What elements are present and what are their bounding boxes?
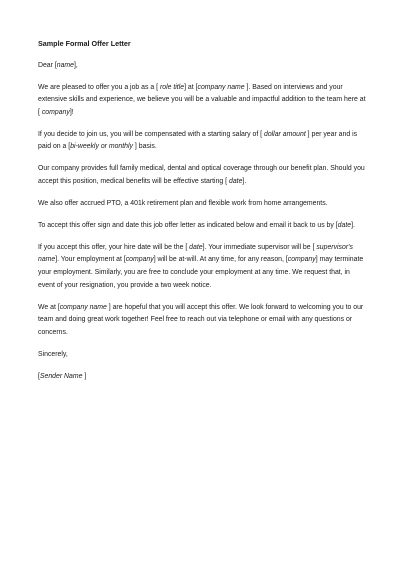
text-segment: ]. Your immediate supervisor will be [: [202, 243, 317, 251]
text-segment: ].: [242, 177, 247, 185]
placeholder-company: company: [125, 256, 154, 264]
text-segment: ] are hopeful that you will accept this offer. We look forward to welcoming you to our team and doing great work together! Feel free to reach out via telephone or email with any questions or concerns.: [38, 303, 364, 336]
paragraph-salary: [38, 129, 368, 154]
placeholder-name: name: [56, 61, 75, 69]
text-segment: We are pleased to offer you a job as a [: [38, 83, 160, 91]
placeholder-company-name: company name: [59, 303, 107, 311]
letter-body: [38, 38, 368, 393]
paragraph-offer: [38, 82, 368, 120]
text-segment: We also offer accrued PTO, a 401k retirement plan and flexible work from home arrangements.: [38, 199, 328, 207]
text-segment: ] will be at-will. At any time, for any reason, [: [153, 256, 288, 264]
text-segment: ]!: [69, 108, 74, 116]
placeholder-sender-name: Sender Name: [39, 372, 83, 380]
signature-suffix: ]: [82, 372, 87, 380]
paragraph-terms: [38, 242, 368, 292]
placeholder-date: date: [229, 177, 243, 185]
text-segment: ]. Your employment at [: [55, 256, 126, 264]
text-segment: ] basis.: [133, 143, 157, 151]
signature: [38, 371, 368, 384]
placeholder-company-name: company name: [197, 83, 245, 91]
placeholder-pay-frequency: bi-weekly or monthly: [70, 143, 133, 151]
text-segment: To accept this offer sign and date this job offer letter as indicated below and email it back to us by [: [38, 221, 338, 229]
paragraph-accept: [38, 220, 368, 233]
placeholder-role-title: role title: [159, 83, 185, 91]
text-segment: ] may terminate your employment. Similarly, you are free to conclude your employment at any time. We request that, in event of your resignation, you provide a two week notice.: [38, 256, 364, 289]
text-segment: We at [: [38, 303, 60, 311]
paragraph-pto: [38, 198, 368, 211]
signature-prefix: [: [38, 372, 40, 380]
salutation-prefix: Dear [: [38, 61, 57, 69]
text-segment: If you accept this offer, your hire date will be the [: [38, 243, 190, 251]
text-segment: If you decide to join us, you will be compensated with a starting salary of [: [38, 130, 264, 138]
placeholder-date: date: [337, 221, 352, 229]
placeholder-supervisor-name: supervisor's name: [38, 243, 353, 264]
placeholder-date: date: [189, 243, 203, 251]
text-segment: Our company provides full family medical, dental and optical coverage through our benefit plan. Should you accept this position, medical benefits will be effective starting [: [38, 165, 365, 185]
salutation: [38, 60, 368, 73]
letter-title: Sample Formal Offer Letter: [38, 39, 131, 48]
text-segment: ] at [: [184, 83, 198, 91]
salutation-suffix: ],: [74, 61, 78, 69]
closing: Sincerely,: [38, 350, 68, 358]
placeholder-dollar-amount: dollar amount: [263, 130, 306, 138]
text-segment: ].: [351, 221, 355, 229]
text-segment: ] per year and is paid on a [: [38, 130, 358, 151]
placeholder-company: company: [41, 108, 70, 116]
paragraph-closing-remarks: [38, 302, 368, 340]
placeholder-company: company: [287, 256, 316, 264]
text-segment: ]. Based on interviews and your extensive skills and experience, we believe you will be a valuable and impactful addition to the team here at [: [38, 83, 366, 116]
paragraph-benefits: [38, 163, 368, 188]
